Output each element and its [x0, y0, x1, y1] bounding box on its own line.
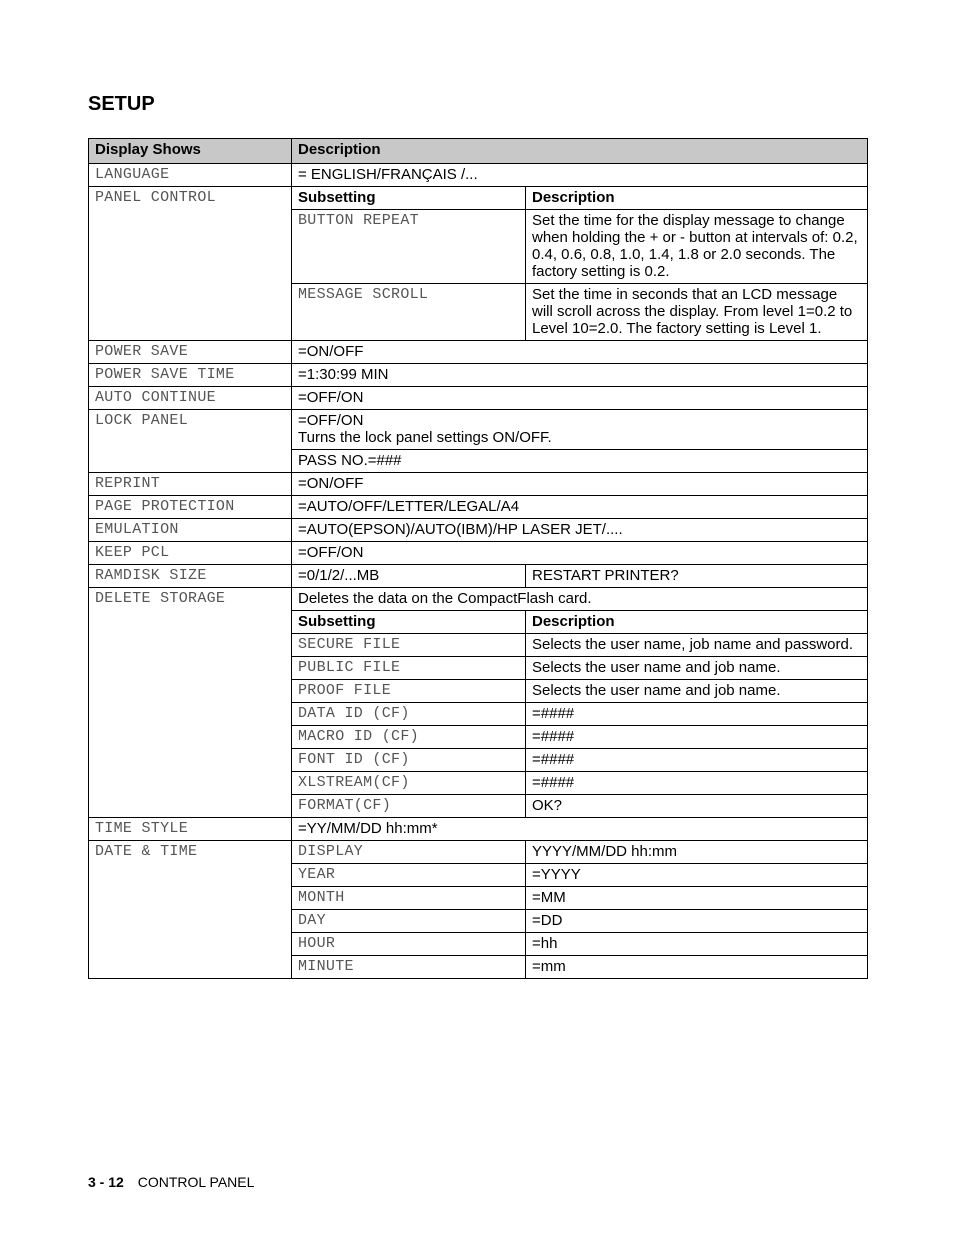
- table-row: [89, 387, 868, 410]
- table-row: [89, 473, 868, 496]
- subsetting-description: =MM: [526, 887, 868, 910]
- setting-value: =OFF/ON: [292, 387, 868, 410]
- subsetting-name: MACRO ID (CF): [292, 726, 526, 749]
- page-footer: [88, 1174, 254, 1190]
- setting-name: DATE & TIME: [89, 841, 292, 979]
- setting-value: =AUTO/OFF/LETTER/LEGAL/A4: [292, 496, 868, 519]
- subsetting-name: YEAR: [292, 864, 526, 887]
- setting-value: =YY/MM/DD hh:mm*: [292, 818, 868, 841]
- footer-section: CONTROL PANEL: [137, 1174, 255, 1190]
- table-row: [89, 496, 868, 519]
- subsetting-name: MINUTE: [292, 956, 526, 979]
- setting-value: =0/1/2/...MB: [292, 565, 526, 588]
- table-header-row: [89, 139, 868, 164]
- table-row: [89, 187, 868, 210]
- subsetting-name: MONTH: [292, 887, 526, 910]
- subsetting-description: =####: [526, 726, 868, 749]
- subsetting-name: FORMAT(CF): [292, 795, 526, 818]
- setting-name: LOCK PANEL: [89, 410, 292, 473]
- subsetting-description: YYYY/MM/DD hh:mm: [526, 841, 868, 864]
- subsetting-description: =DD: [526, 910, 868, 933]
- setting-value: =OFF/ON: [292, 542, 868, 565]
- subsetting-name: PUBLIC FILE: [292, 657, 526, 680]
- table-row: [89, 341, 868, 364]
- setting-value: =AUTO(EPSON)/AUTO(IBM)/HP LASER JET/....: [292, 519, 868, 542]
- subsetting-description: =####: [526, 703, 868, 726]
- page-number: 3 - 12: [88, 1174, 124, 1190]
- subsetting-name: DATA ID (CF): [292, 703, 526, 726]
- table-row: [89, 841, 868, 864]
- subsetting-description: Selects the user name and job name.: [526, 680, 868, 703]
- header-display-shows: Display Shows: [89, 139, 292, 164]
- table-row: [89, 818, 868, 841]
- table-row: [89, 164, 868, 187]
- setting-value: PASS NO.=###: [292, 450, 868, 473]
- setting-name: LANGUAGE: [89, 164, 292, 187]
- subsetting-description: =####: [526, 749, 868, 772]
- setting-name: KEEP PCL: [89, 542, 292, 565]
- setting-name: POWER SAVE TIME: [89, 364, 292, 387]
- subsetting-description: Selects the user name and job name.: [526, 657, 868, 680]
- subsetting-description: =hh: [526, 933, 868, 956]
- subsetting-name: HOUR: [292, 933, 526, 956]
- subsetting-description: OK?: [526, 795, 868, 818]
- setting-name: TIME STYLE: [89, 818, 292, 841]
- subsetting-name: BUTTON REPEAT: [292, 210, 526, 284]
- setting-value: =1:30:99 MIN: [292, 364, 868, 387]
- setting-name: REPRINT: [89, 473, 292, 496]
- subsetting-description: Set the time in seconds that an LCD message will scroll across the display. From level 1=0.2 to Level 10=2.0. The factory setting is Level 1.: [526, 284, 868, 341]
- setting-name: PAGE PROTECTION: [89, 496, 292, 519]
- setting-name: RAMDISK SIZE: [89, 565, 292, 588]
- subsetting-description-header: Description: [526, 187, 868, 210]
- subsetting-name: SECURE FILE: [292, 634, 526, 657]
- subsetting-description: =YYYY: [526, 864, 868, 887]
- table-row: [89, 364, 868, 387]
- table-row: [89, 542, 868, 565]
- table-row: [89, 588, 868, 611]
- subsetting-description-header: Description: [526, 611, 868, 634]
- table-row: [89, 565, 868, 588]
- lock-panel-value: =OFF/ON: [298, 412, 364, 429]
- table-row: [89, 410, 868, 450]
- setting-value: =ON/OFF: [292, 341, 868, 364]
- setting-value: [292, 410, 868, 450]
- setting-name: AUTO CONTINUE: [89, 387, 292, 410]
- subsetting-header: Subsetting: [292, 611, 526, 634]
- subsetting-description: Set the time for the display message to change when holding the + or - button at intervals of: 0.2, 0.4, 0.6, 0.8, 1.0, 1.4, 1.8 or 2.0 seconds. The factory setting is 0.2.: [526, 210, 868, 284]
- header-description: Description: [292, 139, 868, 164]
- setting-value: Deletes the data on the CompactFlash card.: [292, 588, 868, 611]
- setting-extra: RESTART PRINTER?: [526, 565, 868, 588]
- setup-table: [88, 138, 868, 979]
- setting-value: = ENGLISH/FRANÇAIS /...: [292, 164, 868, 187]
- subsetting-description: =mm: [526, 956, 868, 979]
- subsetting-name: DAY: [292, 910, 526, 933]
- subsetting-header: Subsetting: [292, 187, 526, 210]
- subsetting-name: PROOF FILE: [292, 680, 526, 703]
- setting-name: DELETE STORAGE: [89, 588, 292, 818]
- subsetting-name: FONT ID (CF): [292, 749, 526, 772]
- page-title: SETUP: [88, 93, 155, 115]
- subsetting-name: XLSTREAM(CF): [292, 772, 526, 795]
- subsetting-name: DISPLAY: [292, 841, 526, 864]
- subsetting-description: Selects the user name, job name and password.: [526, 634, 868, 657]
- table-row: [89, 519, 868, 542]
- setting-name: PANEL CONTROL: [89, 187, 292, 341]
- setting-name: POWER SAVE: [89, 341, 292, 364]
- setting-value: =ON/OFF: [292, 473, 868, 496]
- setting-name: EMULATION: [89, 519, 292, 542]
- lock-panel-note: Turns the lock panel settings ON/OFF.: [298, 429, 552, 446]
- subsetting-description: =####: [526, 772, 868, 795]
- subsetting-name: MESSAGE SCROLL: [292, 284, 526, 341]
